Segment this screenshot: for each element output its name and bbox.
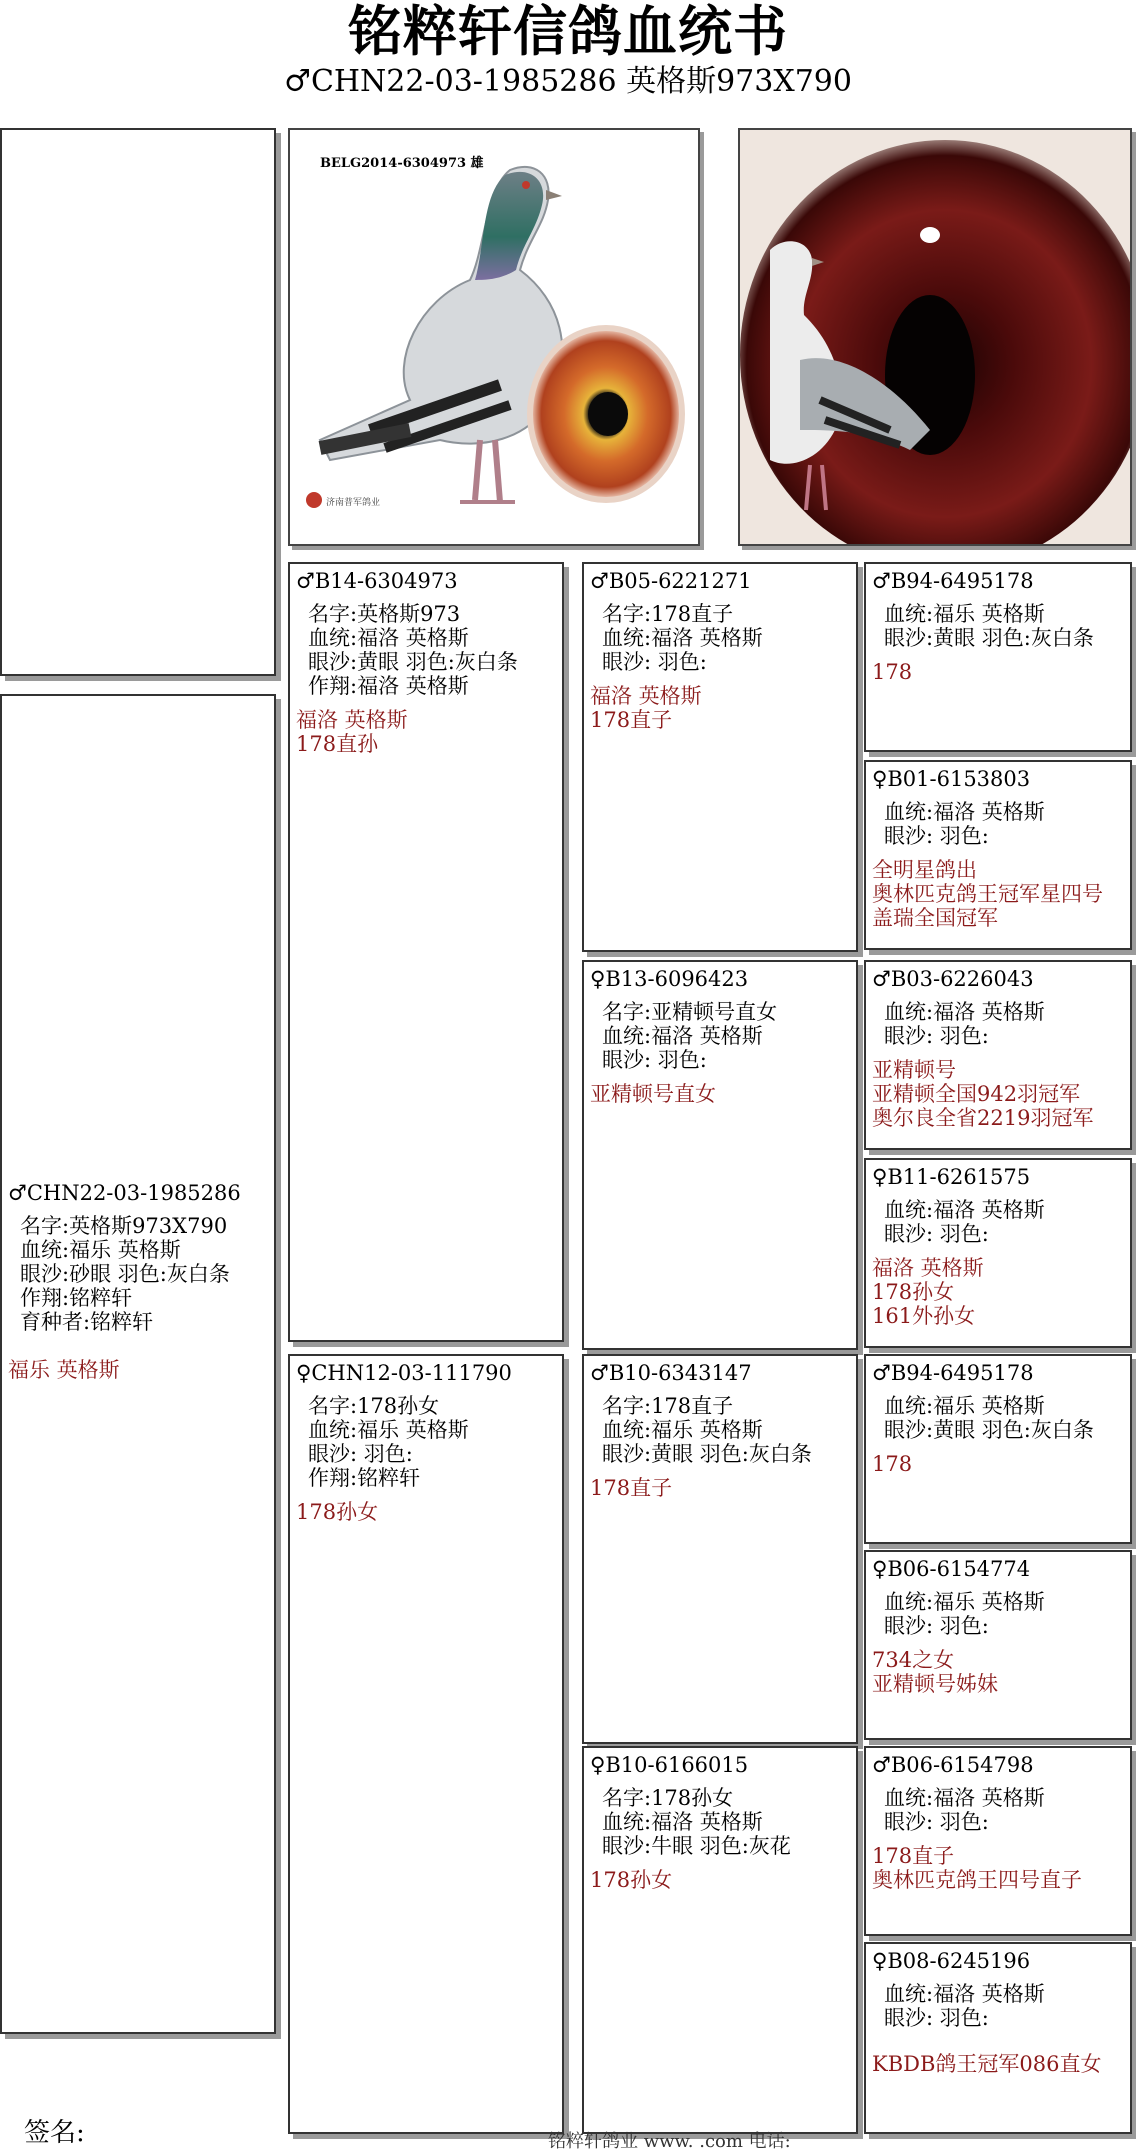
pedigree-self: [0, 694, 276, 2034]
info-line: 名字:178直子: [602, 1394, 734, 1418]
note-line: 全明星鸽出: [872, 858, 977, 882]
ring-number: ♀B01-6153803: [872, 767, 1031, 791]
note-line: 178孙女: [872, 1280, 955, 1304]
info-line: 育种者:铭粹轩: [20, 1310, 154, 1334]
note-line: 奥林匹克鸽王四号直子: [872, 1868, 1082, 1892]
info-line: 名字:亚精顿号直女: [602, 1000, 778, 1024]
note-line: 奥尔良全省2219羽冠军: [872, 1106, 1094, 1130]
pedigree-sire-dam: [582, 960, 858, 1350]
info-line: 血统:福乐 英格斯: [20, 1238, 181, 1262]
pedigree-sdd: [864, 1158, 1132, 1348]
info-line: 作翔:铭粹轩: [308, 1466, 421, 1490]
note-line: 178: [872, 660, 913, 684]
logo-text: 济南普军鸽业: [326, 498, 381, 508]
info-line: 血统:福洛 英格斯: [884, 1982, 1045, 2006]
info-line: 眼沙:黄眼 羽色:灰白条: [308, 650, 518, 674]
blank-box: [0, 128, 276, 676]
info-line: 血统:福乐 英格斯: [308, 1418, 469, 1442]
info-line: 眼沙: 羽色:: [884, 1614, 989, 1638]
info-line: 名字:178孙女: [602, 1786, 734, 1810]
ring-number: ♀B10-6166015: [590, 1753, 749, 1777]
pedigree-dsd: [864, 1550, 1132, 1740]
note-line: 亚精顿号姊妹: [872, 1672, 998, 1696]
info-line: 血统:福洛 英格斯: [884, 1198, 1045, 1222]
info-line: 名字:英格斯973X790: [20, 1214, 228, 1238]
note-line: 福洛 英格斯: [296, 708, 408, 732]
pedigree-ssd: [864, 760, 1132, 950]
info-line: 眼沙: 羽色:: [884, 1810, 989, 1834]
ring-label: BELG2014-6304973 雄: [320, 156, 484, 171]
note-line: 盖瑞全国冠军: [872, 906, 998, 930]
pedigree-dam-dam: [582, 1746, 858, 2134]
note-line: 178直子: [872, 1844, 955, 1868]
info-line: 名字:178孙女: [308, 1394, 440, 1418]
note-line: 178直子: [590, 1476, 673, 1500]
info-line: 眼沙: 羽色:: [602, 650, 707, 674]
info-line: 血统:福洛 英格斯: [602, 626, 763, 650]
ring-number: ♀B13-6096423: [590, 967, 749, 991]
info-line: 眼沙: 羽色:: [602, 1048, 707, 1072]
pedigree-ddd: [864, 1942, 1132, 2134]
info-line: 眼沙:黄眼 羽色:灰白条: [884, 626, 1094, 650]
note-line: 亚精顿号直女: [590, 1082, 716, 1106]
info-line: 血统:福洛 英格斯: [884, 1786, 1045, 1810]
info-line: 眼沙: 羽色:: [884, 824, 989, 848]
page-title: 铭粹轩信鸽血统书: [348, 0, 788, 63]
info-line: 血统:福洛 英格斯: [884, 800, 1045, 824]
page-subtitle: ♂CHN22-03-1985286 英格斯973X790: [284, 64, 852, 99]
pedigree-sss: [864, 562, 1132, 752]
info-line: 作翔:铭粹轩: [20, 1286, 133, 1310]
note-line: 福洛 英格斯: [590, 684, 702, 708]
ring-number: ♂B03-6226043: [872, 967, 1034, 991]
note-line: 亚精顿全国942羽冠军: [872, 1082, 1081, 1106]
info-line: 血统:福乐 英格斯: [884, 602, 1045, 626]
info-line: 血统:福洛 英格斯: [602, 1024, 763, 1048]
info-line: 血统:福洛 英格斯: [602, 1810, 763, 1834]
info-line: 血统:福乐 英格斯: [602, 1418, 763, 1442]
pedigree-dds: [864, 1746, 1132, 1936]
info-line: 血统:福洛 英格斯: [308, 626, 469, 650]
ring-number: ♂B14-6304973: [296, 569, 458, 593]
note-line: 178孙女: [590, 1868, 673, 1892]
footer-contact: 铭粹轩鸽业 www. .com 电话:: [548, 2131, 791, 2152]
info-line: 名字:178直子: [602, 602, 734, 626]
pigeon-photo: [288, 128, 700, 546]
note-line: 福乐 英格斯: [8, 1358, 120, 1382]
ring-number: ♂CHN22-03-1985286: [8, 1181, 241, 1205]
pedigree-dam-sire: [582, 1354, 858, 1744]
note-line: KBDB鸽王冠军086直女: [872, 2052, 1102, 2076]
eye-photo: [738, 128, 1132, 546]
info-line: 眼沙:牛眼 羽色:灰花: [602, 1834, 791, 1858]
pedigree-dss: [864, 1354, 1132, 1544]
info-line: 眼沙:黄眼 羽色:灰白条: [884, 1418, 1094, 1442]
ring-number: ♀B11-6261575: [872, 1165, 1031, 1189]
ring-number: ♀CHN12-03-111790: [296, 1361, 512, 1385]
info-line: 眼沙: 羽色:: [884, 1024, 989, 1048]
pedigree-sire: [288, 562, 564, 1342]
note-line: 161外孙女: [872, 1304, 976, 1328]
signature-label: 签名:: [24, 2118, 85, 2148]
note-line: 178直子: [590, 708, 673, 732]
note-line: 178直孙: [296, 732, 379, 756]
ring-number: ♂B05-6221271: [590, 569, 752, 593]
info-line: 作翔:福洛 英格斯: [308, 674, 469, 698]
ring-number: ♂B06-6154798: [872, 1753, 1034, 1777]
info-line: 血统:福乐 英格斯: [884, 1590, 1045, 1614]
note-line: 亚精顿号: [872, 1058, 956, 1082]
info-line: 名字:英格斯973: [308, 602, 461, 626]
info-line: 血统:福乐 英格斯: [884, 1394, 1045, 1418]
info-line: 眼沙: 羽色:: [884, 1222, 989, 1246]
info-line: 血统:福洛 英格斯: [884, 1000, 1045, 1024]
ring-number: ♀B08-6245196: [872, 1949, 1031, 1973]
pedigree-sds: [864, 960, 1132, 1150]
note-line: 178孙女: [296, 1500, 379, 1524]
ring-number: ♂B94-6495178: [872, 569, 1034, 593]
note-line: 奥林匹克鸽王冠军星四号: [872, 882, 1103, 906]
pedigree-sire-sire: [582, 562, 858, 952]
info-line: 眼沙: 羽色:: [308, 1442, 413, 1466]
note-line: 178: [872, 1452, 913, 1476]
ring-number: ♀B06-6154774: [872, 1557, 1031, 1581]
info-line: 眼沙:砂眼 羽色:灰白条: [20, 1262, 230, 1286]
info-line: 眼沙:黄眼 羽色:灰白条: [602, 1442, 812, 1466]
pedigree-dam: [288, 1354, 564, 2134]
ring-number: ♂B94-6495178: [872, 1361, 1034, 1385]
note-line: 734之女: [872, 1648, 955, 1672]
ring-number: ♂B10-6343147: [590, 1361, 752, 1385]
note-line: 福洛 英格斯: [872, 1256, 984, 1280]
info-line: 眼沙: 羽色:: [884, 2006, 989, 2030]
